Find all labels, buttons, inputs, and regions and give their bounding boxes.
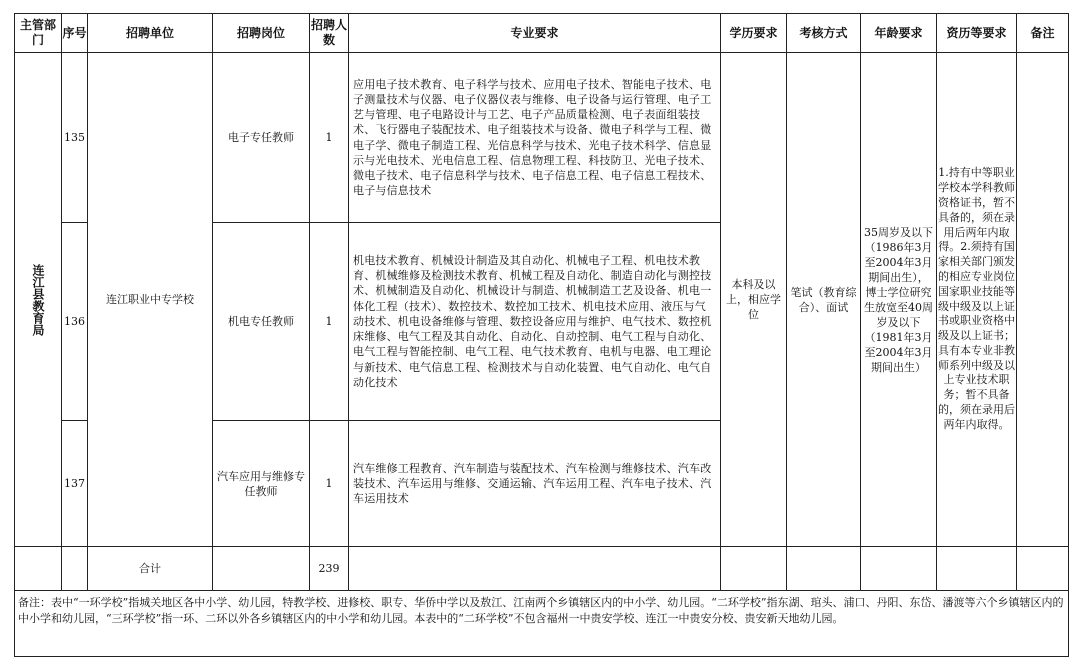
position-cell: 机电专任教师: [213, 223, 310, 421]
seq-cell: 137: [62, 421, 88, 547]
note-row: [15, 591, 1069, 657]
header-major: 专业要求: [349, 14, 721, 53]
unit-cell: 连江职业中专学校: [88, 53, 213, 547]
major-cell: 应用电子技术教育、电子科学与技术、应用电子技术、智能电子技术、电子测量技术与仪器、电子仪器仪表与维修、电子设备与运行管理、电子工艺与管理、电子电路设计与工艺、电子产品质量检测、电子表面组装技术、飞行器电子装配技术、电子组装技术与设备、微电子科学与工程、微电子学、微电子制造工程、光信息科学与技术、光电子技术科学、信息显示与光电技术、光电信息工程、信息物理工程、科技防卫、光电子技术、微电子技术、电子信息科学与技术、电子信息工程、电子信息工程技术、电子与信息技术: [349, 53, 721, 223]
total-label: 合计: [88, 547, 213, 591]
position-cell: 电子专任教师: [213, 53, 310, 223]
seq-cell: 136: [62, 223, 88, 421]
header-seq: 序号: [62, 14, 88, 53]
header-dept: 主管部门: [15, 14, 62, 53]
table-row: [15, 53, 1069, 223]
header-edu: 学历要求: [721, 14, 787, 53]
position-cell: 汽车应用与维修专任教师: [213, 421, 310, 547]
total-row: [15, 547, 1069, 591]
header-unit: 招聘单位: [88, 14, 213, 53]
dept-name: 连江县教育局: [31, 263, 45, 336]
header-remark: 备注: [1017, 14, 1069, 53]
major-cell: 机电技术教育、机械设计制造及其自动化、机械电子工程、机电技术教育、机械维修及检测技术教育、机械工程及自动化、制造自动化与测控技术、机械制造及自动化、机械设计与制造、机械制造工艺及设备、机电一体化工程（技术）、数控技术、数控加工技术、机电技术应用、液压与气动技术、机电设备维修与管理、数控设备应用与维护、电气技术、数控机床维修、电气工程及其自动化、自动化、自动控制、电气工程与自动化、电气工程与智能控制、电气工程、电气技术教育、电机与电器、电工理论与新技术、电气信息工程、检测技术与自动化装置、电气自动化、电气自动化技术: [349, 223, 721, 421]
header-qual: 资历等要求: [937, 14, 1017, 53]
recruitment-table: [14, 13, 1069, 657]
count-cell: 1: [310, 421, 349, 547]
total-count: 239: [310, 547, 349, 591]
footnote: 备注：表中“一环学校”指城关地区各中小学、幼儿园，特教学校、进修校、职专、华侨中学以及敖江、江南两个乡镇辖区内的中小学、幼儿园。“二环学校”指东湖、琯头、浦口、丹阳、东岱、潘渡等六个乡镇辖区内的中小学和幼儿园，“三环学校”指一环、二环以外各乡镇辖区内的中小学和幼儿园。本表中的“二环学校”不包含福州一中贵安学校、连江一中贵安分校、贵安新天地幼儿园。: [15, 591, 1069, 657]
header-age: 年龄要求: [861, 14, 937, 53]
major-cell: 汽车维修工程教育、汽车制造与装配技术、汽车检测与维修技术、汽车改装技术、汽车运用与维修、交通运输、汽车运用工程、汽车电子技术、汽车运用技术: [349, 421, 721, 547]
header-position: 招聘岗位: [213, 14, 310, 53]
count-cell: 1: [310, 223, 349, 421]
remark-cell: [1017, 53, 1069, 547]
seq-cell: 135: [62, 53, 88, 223]
age-cell: 35周岁及以下（1986年3月至2004年3月期间出生），博士学位研究生放宽至40周岁及以下（1981年3月至2004年3月期间出生）: [861, 53, 937, 547]
qual-cell: 1.持有中等职业学校本学科教师资格证书，暂不具备的，须在录用后两年内取得。2.须持有国家相关部门颁发的相应专业岗位国家职业技能等级中级及以上证书或职业资格中级及以上证书；具有本专业非教师系列中级及以上专业技术职务；暂不具备的，须在录用后两年内取得。: [937, 53, 1017, 547]
dept-cell: [15, 53, 62, 547]
header-exam: 考核方式: [787, 14, 861, 53]
exam-cell: 笔试（教育综合）、面试: [787, 53, 861, 547]
header-row: [15, 14, 1069, 53]
header-count: 招聘人数: [310, 14, 349, 53]
edu-cell: 本科及以上，相应学位: [721, 53, 787, 547]
count-cell: 1: [310, 53, 349, 223]
